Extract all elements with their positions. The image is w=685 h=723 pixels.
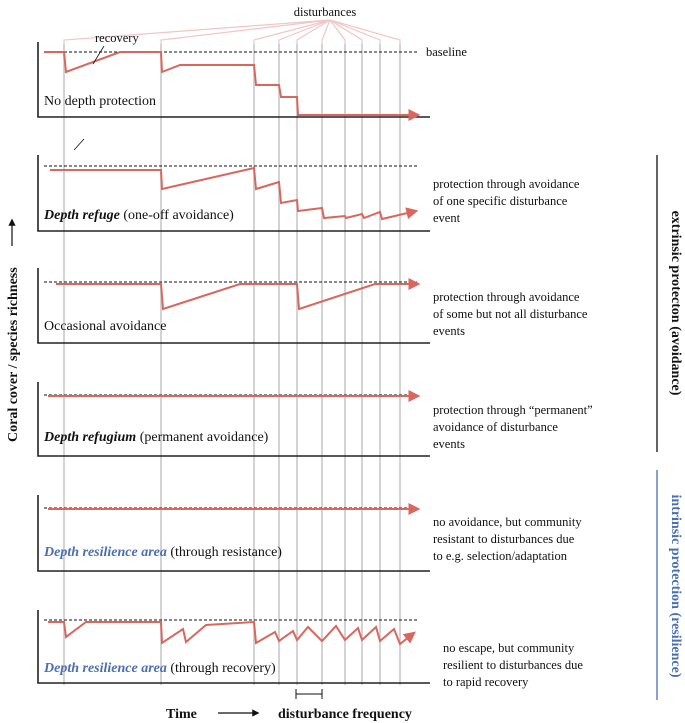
svg-text:to rapid recovery: to rapid recovery [443,675,529,689]
frequency-bracket [296,689,322,699]
panel-label-no-depth-protection: No depth protection [44,94,156,109]
panel-label-depth-refuge: Depth refuge (one-off avoidance) [44,208,234,223]
panel-label-resilience-resistance: Depth resilience area (through resistance) [44,545,282,560]
disturbance-frequency-label: disturbance frequency [278,707,412,722]
recovery-label: recovery [95,31,139,45]
panel-label-resilience-recovery: Depth resilience area (through recovery) [44,661,276,676]
svg-text:to e.g. selection/adaptation: to e.g. selection/adaptation [433,549,567,563]
baseline-label: baseline [426,45,467,59]
panels [38,42,430,683]
recovery-pointer [93,46,104,64]
svg-text:of one specific disturbance: of one specific disturbance [433,194,568,208]
fan-line [330,20,400,44]
description-depth-refugium [433,403,593,451]
description-depth-refuge [433,177,580,225]
description-occasional-avoidance [433,290,588,338]
extrinsic-label: extrinsic protecton (avoidance) [668,210,683,396]
svg-text:event: event [433,211,461,225]
svg-text:events: events [433,437,465,451]
disturbance-lines [64,44,400,685]
description-resilience-resistance [433,515,582,563]
time-label: Time [166,707,197,722]
y-axis-label: Coral cover / species richness [6,267,21,442]
svg-text:resistant to disturbances due: resistant to disturbances due [433,532,575,546]
description-resilience-recovery [443,641,583,689]
panel-label-occasional-avoidance: Occasional avoidance [44,319,167,334]
svg-text:protection through avoidance: protection through avoidance [433,177,580,191]
svg-text:of some but not all disturbanc: of some but not all disturbance [433,307,588,321]
fan-line [254,20,330,44]
intrinsic-label: intrinsic protection (resilience) [668,494,683,678]
fan-line [161,20,330,44]
svg-text:no escape, but community: no escape, but community [443,641,575,655]
svg-text:events: events [433,324,465,338]
coral-trend-line [56,284,418,309]
svg-text:protection through “permanent”: protection through “permanent” [433,403,593,417]
svg-text:avoidance of disturbance: avoidance of disturbance [433,420,558,434]
svg-text:resilient to disturbances due: resilient to disturbances due [443,658,583,672]
svg-text:protection through avoidance: protection through avoidance [433,290,580,304]
fan-line [330,20,362,44]
disturbances-label: disturbances [293,5,357,19]
depth-refuge-tick [74,139,84,150]
panel-label-depth-refugium: Depth refugium (permanent avoidance) [44,430,269,445]
svg-text:no avoidance, but community: no avoidance, but community [433,515,582,529]
coral-trend-line [48,622,414,644]
